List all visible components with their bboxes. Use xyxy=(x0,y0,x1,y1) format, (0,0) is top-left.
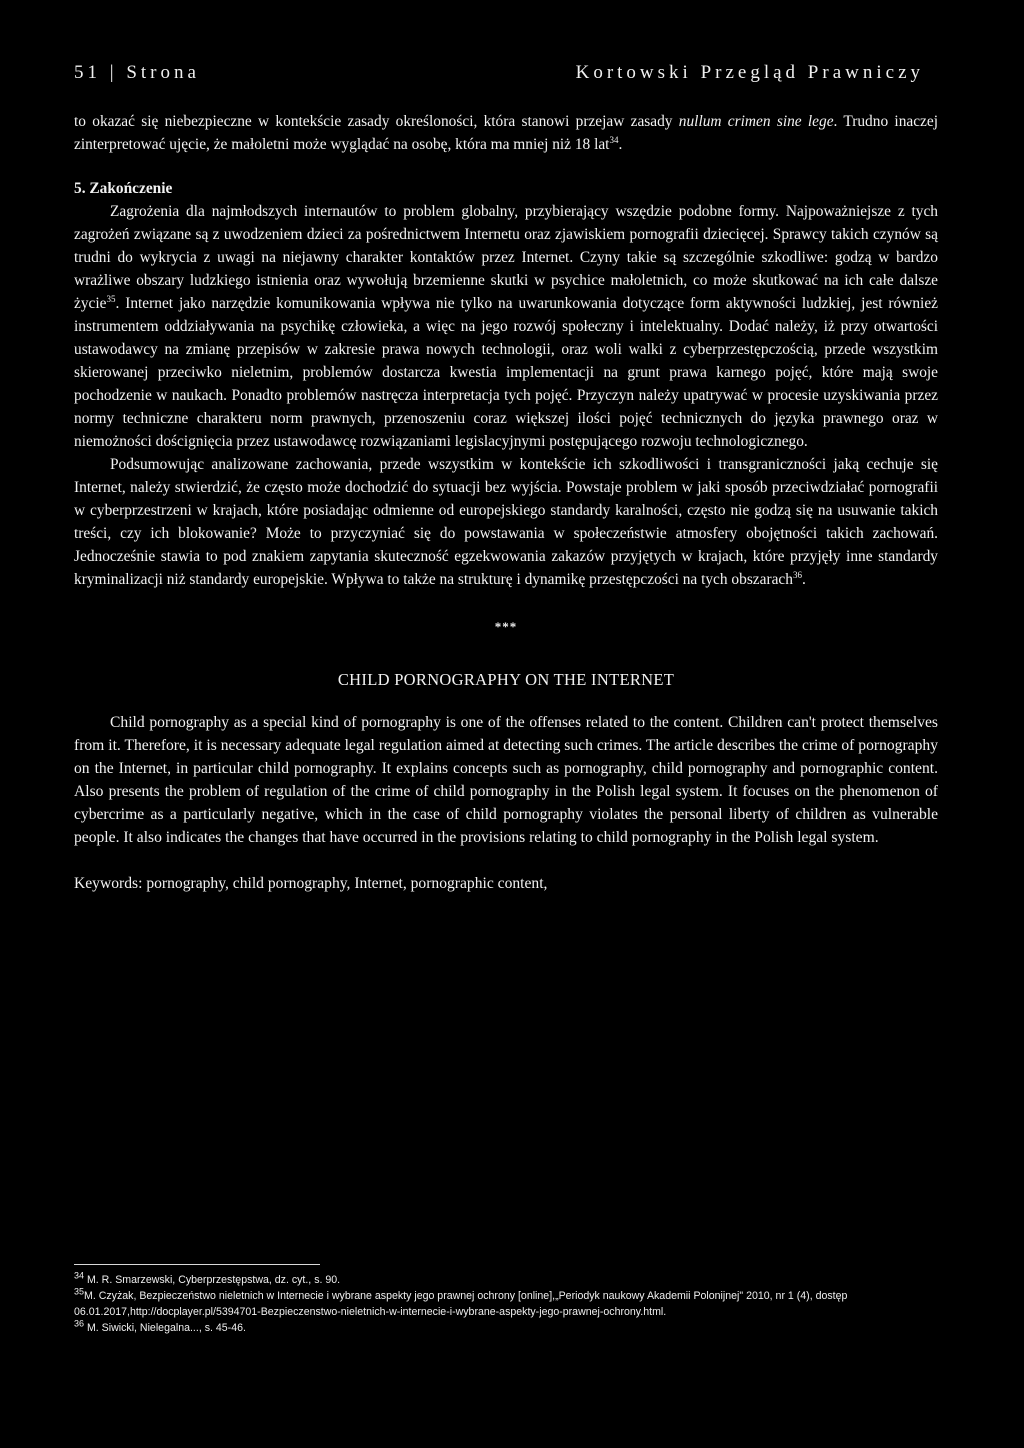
paragraph-text: . Internet jako narzędzie komunikowania wpływa nie tylko na uwarunkowania dotyczące form aktywności ludzkiej, jest również instrumentem oddziaływania na psychikę człowieka, a więc na jego rozwój społeczny i intelektualny. Dodać należy, iż przy otwartości ustawodawcy na zmianę przepisów w zakresie prawa nowych technologii, oraz woli walki z cyberprzestępczością, przede wszystkim skierowanej przeciwko nieletnim, problemów dostarcza kwestia implementacji na grunt prawa karnego pojęć, które mają swoje pochodzenie w naukach. Ponadto problemów nastręcza interpretacja tych pojęć. Przyczyn należy upatrywać w procesie uzyskiwania przez normy techniczne charakteru norm prawnych, przenoszeniu coraz większej ilości pojęć technicznych do języka prawnego oraz w niemożności doścignięcia przez ustawodawcę rozwiązaniami legislacyjnymi postępującego rozwoju technologicznego. xyxy=(74,295,938,450)
main-text xyxy=(74,110,938,895)
page-header xyxy=(74,62,924,88)
footnote-text: M. R. Smarzewski, Cyberprzestępstwa, dz. cyt., s. 90. xyxy=(84,1274,341,1286)
latin-phrase: nullum crimen sine lege xyxy=(678,113,834,130)
footnote-number: 34 xyxy=(74,1270,85,1281)
footnote-34 xyxy=(74,1272,946,1288)
paragraph-text: Zagrożenia dla najmłodszych internautów to problem globalny, przybierający wszędzie podobne formy. Najpoważniejsze z tych zagrożeń związane są z uwodzeniem dzieci za pośrednictwem Internetu oraz zjawiskiem pornografii dziecięcej. Sprawcy takich czynów są trudni do wykrycia z uwagi na niejawny charakter kontaktów przez Internet. Czyny takie są szczególnie szkodliwe: godzą w bardzo wrażliwe obszary ludzkiego istnienia oraz wywołują brzemienne skutki w psychice małoletnich, co może skutkować na ich całe dalsze życie xyxy=(74,203,938,312)
paragraph-text: Podsumowując analizowane zachowania, przede wszystkim w kontekście ich szkodliwości i transgraniczności jaką cechuje się Internet, należy stwierdzić, że często może dochodzić do sytuacji bez wyjścia. Powstaje problem w jaki sposób przeciwdziałać pornografii w cyberprzestrzeni w krajach, które posiadając odmienne od europejskiego standardy karalności, często nie godzą się na usuwanie takich treści, czy ich blokowanie? Może to przyczyniać się do powstawania w społeczeństwie atmosfery obojętności takich zachowań. Jednocześnie stawia to pod znakiem zapytania skuteczność egzekwowania zakazów przyjętych w krajach, które przyjęły inne standardy kryminalizacji niż standardy europejskie. Wpływa to także na strukturę i dynamikę przestępczości na tych obszarach xyxy=(74,456,938,588)
footnote-divider xyxy=(74,1264,320,1265)
footnote-text: M. Siwicki, Nielegalna..., s. 45-46. xyxy=(84,1322,246,1334)
paragraph-continuation xyxy=(74,110,938,156)
footnote-number: 35 xyxy=(74,1286,85,1297)
footnote-ref[interactable]: 35 xyxy=(106,293,116,304)
section-separator: *** xyxy=(494,619,518,634)
footnote-ref[interactable]: 36 xyxy=(792,569,802,580)
journal-title: Kortowski Przegląd Prawniczy xyxy=(575,62,924,83)
paragraph-text: . xyxy=(801,571,806,588)
footnote-35 xyxy=(74,1288,946,1320)
footnote-ref[interactable]: 34 xyxy=(609,134,619,145)
footnotes xyxy=(74,1272,946,1336)
page-number-label xyxy=(74,62,200,84)
header-separator: | xyxy=(109,62,118,83)
paragraph-conclusion-2 xyxy=(74,453,938,591)
footnote-text[interactable]: M. Czyżak, Bezpieczeństwo nieletnich w Internecie i wybrane aspekty jego prawnej ochrony [online],„Periodyk naukowy Akademii Polonijnej" 2010, nr 1 (4), dostęp 06.01.2017,http://docplayer.pl/5394701-Bezpieczenstwo-nieletnich-w-internecie-i-wybrane-aspekty-jego-prawnej-ochrony.html. xyxy=(74,1290,848,1318)
footnote-36 xyxy=(74,1320,946,1336)
section-title: 5. Zakończenie xyxy=(74,180,173,197)
paragraph-text: to okazać się niebezpieczne w kontekście zasady określoności, która stanowi przejaw zasady xyxy=(74,113,679,130)
paragraph-text: . Trudno inaczej zinterpretować ujęcie, że małoletni może wyglądać na osobę, która ma mniej niż 18 lat xyxy=(74,113,938,153)
paragraph-conclusion-1 xyxy=(74,200,938,453)
english-title: CHILD PORNOGRAPHY ON THE INTERNET xyxy=(337,670,675,689)
page-number: 51 xyxy=(74,62,101,83)
footnote-number: 36 xyxy=(74,1318,85,1329)
page-word: Strona xyxy=(126,62,200,83)
paragraph-text: . xyxy=(618,136,623,153)
keywords: Keywords: pornography, child pornography, Internet, pornographic content, xyxy=(74,875,548,892)
abstract: Child pornography as a special kind of pornography is one of the offenses related to the content. Children can't protect themselves from it. Therefore, it is necessary adequate legal regulation aimed at detecting such crimes. The article describes the crime of pornography on the Internet, in particular child pornography. It explains concepts such as pornography, child pornography and pornographic content. Also presents the problem of regulation of the crime of child pornography in the Polish legal system. It focuses on the phenomenon of cybercrime as a particularly negative, which in the case of child pornography violates the personal liberty of children as vulnerable people. It also indicates the changes that have occurred in the provisions relating to child pornography in the Polish legal system. xyxy=(74,714,938,846)
